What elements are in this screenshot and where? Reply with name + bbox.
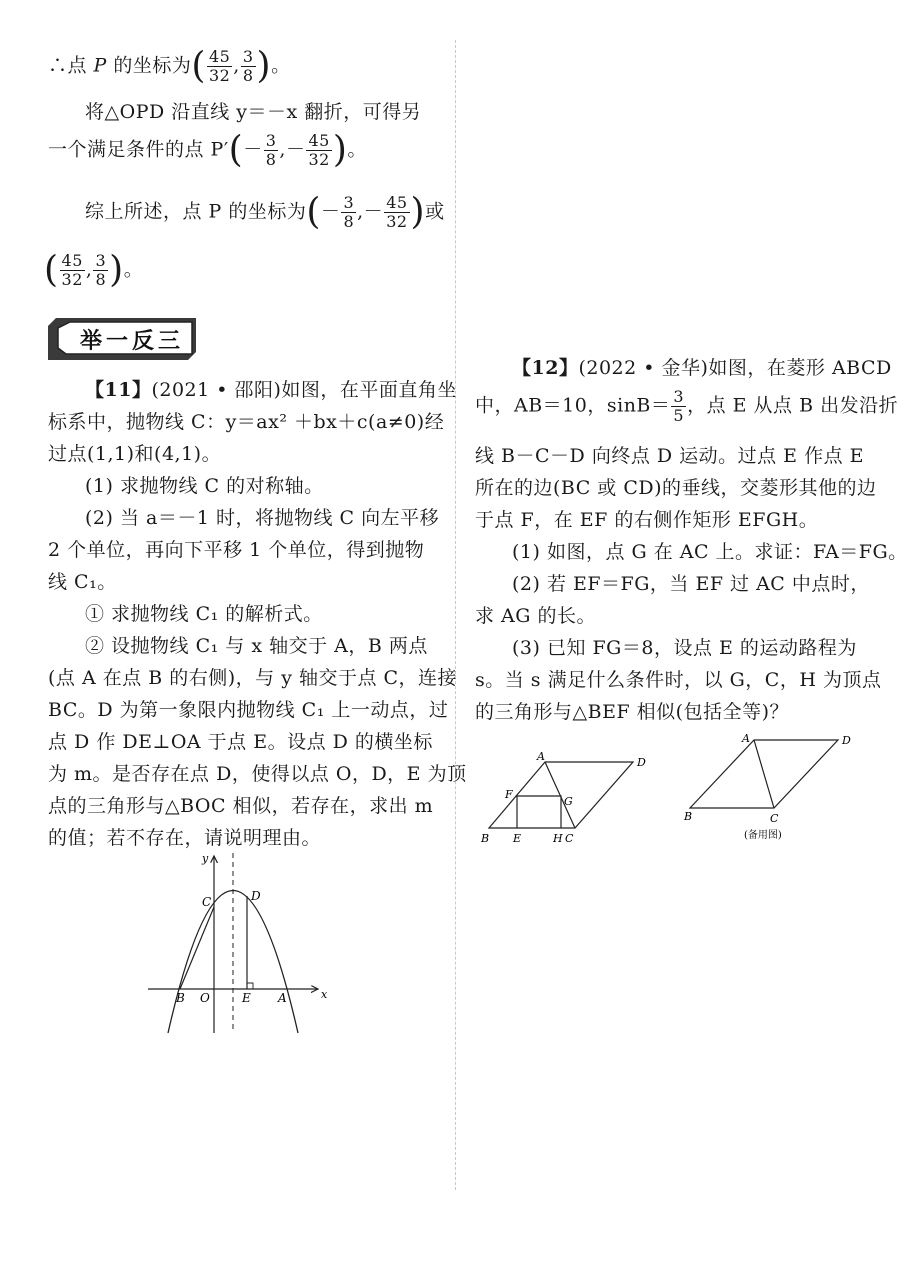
q12-line-4: 所在的边(BC 或 CD)的垂线，交菱形其他的边 [475, 477, 877, 499]
q11-line-8: ① 求抛物线 C₁ 的解析式。 [85, 603, 323, 625]
fig2-label-c: C [770, 812, 779, 825]
label-d: D [251, 889, 261, 903]
label-c: C [202, 895, 212, 909]
q11-line-14: 点的三角形与△BOC 相似，若存在，求出 m [48, 795, 434, 817]
q12-line-7: (2) 若 EF＝FG，当 EF 过 AC 中点时， [512, 573, 870, 595]
label-e: E [242, 991, 251, 1005]
q12-line-2: 中，AB＝10，sinB＝ $\frac{3}{5}$ ，点 E 从点 B 出发沿折 [475, 387, 899, 425]
rectangle-efgh [517, 796, 561, 828]
segment-bc [180, 907, 214, 989]
label-x: x [321, 988, 328, 1001]
q11-line-9: ② 设抛物线 C₁ 与 x 轴交于 A，B 两点 [85, 635, 428, 657]
fig2-label-d: D [842, 734, 851, 747]
fig1-label-e: E [513, 832, 522, 845]
spare-diagonal-ac [754, 740, 774, 808]
q11-line-1: 【11】(2021 • 邵阳)如图，在平面直角坐 [85, 379, 457, 401]
fig1-label-d: D [637, 756, 646, 769]
q12-line-11: 的三角形与△BEF 相似(包括全等)？ [475, 701, 789, 723]
q11-line-7: 线 C₁。 [48, 571, 117, 593]
solution-line-4: 综上所述，点 P 的坐标为(－ $\frac{3}{8}$ ,－ $\frac{45}{32}$ )或 [85, 191, 445, 233]
q12-line-6: (1) 如图，点 G 在 AC 上。求证：FA＝FG。 [512, 541, 908, 563]
section-title: 举一反三 [80, 329, 185, 354]
fig1-label-a: A [537, 750, 545, 763]
solution-line-3: 一个满足条件的点 P′(－ $\frac{3}{8}$ ,－ $\frac{45}{32}$ )。 [48, 129, 367, 171]
parabola-graph [140, 848, 340, 1038]
q12-line-1: 【12】(2022 • 金华)如图，在菱形 ABCD [512, 357, 892, 379]
label-y: y [202, 852, 209, 865]
q11-line-3: 过点(1,1)和(4,1)。 [48, 443, 222, 465]
label-a: A [278, 991, 287, 1005]
solution-line-2: 将△OPD 沿直线 y＝－x 翻折，可得另 [85, 101, 422, 123]
fig1-label-c: C [565, 832, 574, 845]
fig2-label-b: B [684, 810, 693, 823]
solution-line-1: ∴点 P 的坐标为( $\frac{45}{32}$ , $\frac{3}{8}$ )。 [48, 45, 291, 87]
fig2-caption: (备用图) [744, 830, 782, 841]
q11-line-12: 点 D 作 DE⊥OA 于点 E。设点 D 的横坐标 [48, 731, 433, 753]
label-b: B [176, 991, 185, 1005]
solution-line-5: ( $\frac{45}{32}$ , $\frac{3}{8}$ )。 [44, 249, 144, 291]
q12-line-3: 线 B－C－D 向终点 D 运动。过点 E 作点 E [475, 445, 864, 467]
fig1-label-h: H [553, 832, 563, 845]
fig1-label-g: G [564, 795, 573, 808]
q11-line-10: (点 A 在点 B 的右侧)，与 y 轴交于点 C，连接 [48, 667, 458, 689]
fig2-label-a: A [742, 732, 750, 745]
q11-line-13: 为 m。是否存在点 D，使得以点 O，D，E 为顶 [48, 763, 467, 785]
q12-line-9: (3) 已知 FG＝8，设点 E 的运动路程为 [512, 637, 857, 659]
column-divider [455, 40, 456, 1190]
q12-line-5: 于点 F，在 EF 的右侧作矩形 EFGH。 [475, 509, 819, 531]
q11-line-5: (2) 当 a＝－1 时，将抛物线 C 向左平移 [85, 507, 440, 529]
q11-line-6: 2 个单位，再向下平移 1 个单位，得到抛物 [48, 539, 425, 561]
q12-line-8: 求 AG 的长。 [475, 605, 596, 627]
rhombus-figure [475, 748, 685, 848]
q11-line-2: 标系中，抛物线 C：y＝ax² ＋bx＋c(a≠0)经 [48, 411, 445, 433]
fig1-label-f: F [505, 788, 513, 801]
spare-rhombus-figure [680, 728, 870, 848]
q11-line-4: (1) 求抛物线 C 的对称轴。 [85, 475, 324, 497]
right-angle-mark [247, 983, 253, 989]
q11-line-11: BC。D 为第一象限内抛物线 C₁ 上一动点，过 [48, 699, 449, 721]
label-o: O [200, 991, 210, 1005]
fig1-label-b: B [481, 832, 490, 845]
q11-line-15: 的值；若不存在，请说明理由。 [48, 827, 322, 849]
q12-line-10: s。当 s 满足什么条件时，以 G，C，H 为顶点 [475, 669, 882, 691]
